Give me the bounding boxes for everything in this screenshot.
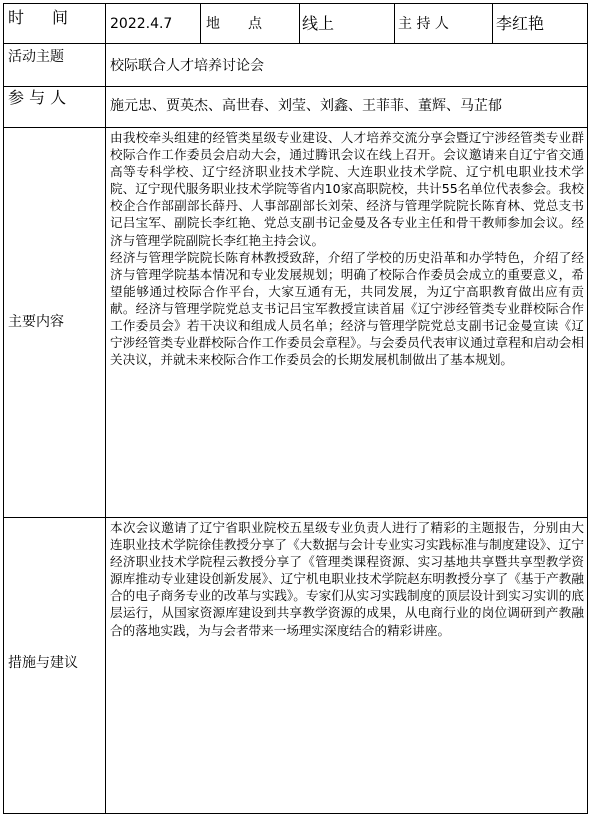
main-content-paragraph: 经济与管理学院院长陈育林教授致辞，介绍了学校的历史沿革和办学特色，介绍了经济与管理学院基本情况和专业发展规划；明确了校际合作委员会成立的重要意义，希望能够通过校际合作平台，大家互通有无，共同发展，为辽宁高职教育做出应有贡献。经济与管理学院党总支书记吕宝军教授宣读首届《辽宁涉经管类专业群校际合作工作委员会》若干决议和组成人员名单；经济与管理学院党总支副书记金曼宣读《辽宁涉经管类专业群校际合作工作委员会章程》。与会委员代表审议通过章程和启动会相关决议，并就未来校际合作工作委员会的长期发展机制做出了基本规划。 <box>110 249 584 368</box>
column-divider <box>394 3 395 43</box>
time-label: 时 间 <box>8 8 75 27</box>
row-divider <box>3 517 588 518</box>
host-name: 李红艳 <box>496 14 545 33</box>
measures-label: 措施与建议 <box>8 655 78 671</box>
meeting-date: 2022.4.7 <box>110 16 173 32</box>
row-divider <box>3 86 588 87</box>
row-divider <box>3 127 588 128</box>
topic-label: 活动主题 <box>8 49 64 65</box>
column-divider <box>105 3 106 814</box>
meeting-place: 线上 <box>302 14 335 33</box>
topic-value: 校际联合人才培养讨论会 <box>110 58 264 74</box>
place-label: 地 点 <box>206 16 262 32</box>
main-content-label: 主要内容 <box>8 314 64 330</box>
host-label: 主 持 人 <box>398 16 449 32</box>
main-content-paragraph: 由我校牵头组建的经管类星级专业建设、人才培养交流分享会暨辽宁涉经管类专业群校际合作工作委员会启动大会，通过腾讯会议在线上召开。会议邀请来自辽宁省交通高等专科学校、辽宁经济职业技术学院、大连职业技术学院、辽宁机电职业技术学院、辽宁现代服务职业技术学院等省内10家高职院校，共计55名单位代表参会。我校校企合作部副部长薛丹、人事部副部长刘荣、经济与管理学院院长陈育林、党总支书记吕宝军、副院长李红艳、党总支副书记金曼及各专业主任和骨干教师参加会议。经济与管理学院副院长李红艳主持会议。 <box>110 130 584 248</box>
participants-value: 施元忠、贾英杰、高世春、刘莹、刘鑫、王菲菲、董辉、马芷郁 <box>110 98 502 114</box>
measures-paragraph: 本次会议邀请了辽宁省职业院校五星级专业负责人进行了精彩的主题报告，分别由大连职业技术学院徐佳教授分享了《大数据与会计专业实习实践标准与制度建设》、辽宁经济职业技术学院程云教授分享了《管理类课程资源、实习基地共享暨共享型教学资源库推动专业建设创新发展》、辽宁机电职业技术学院赵东明教授分享了《基于产教融合的电子商务专业的改革与实践》。专家们从实习实践制度的顶层设计到实习实训的底层运行，从国家资源库建设到共享教学资源的成果，从电商行业的岗位调研到产教融合的落地实践，为与会者带来一场理实深度结合的精彩讲座。 <box>110 520 584 638</box>
column-divider <box>492 3 493 43</box>
column-divider <box>299 3 300 43</box>
measures-text <box>106 519 588 639</box>
column-divider <box>200 3 201 43</box>
main-content-text <box>106 129 588 368</box>
record-table <box>3 3 588 814</box>
row-divider <box>3 43 588 44</box>
participants-label: 参 与 人 <box>8 88 67 107</box>
